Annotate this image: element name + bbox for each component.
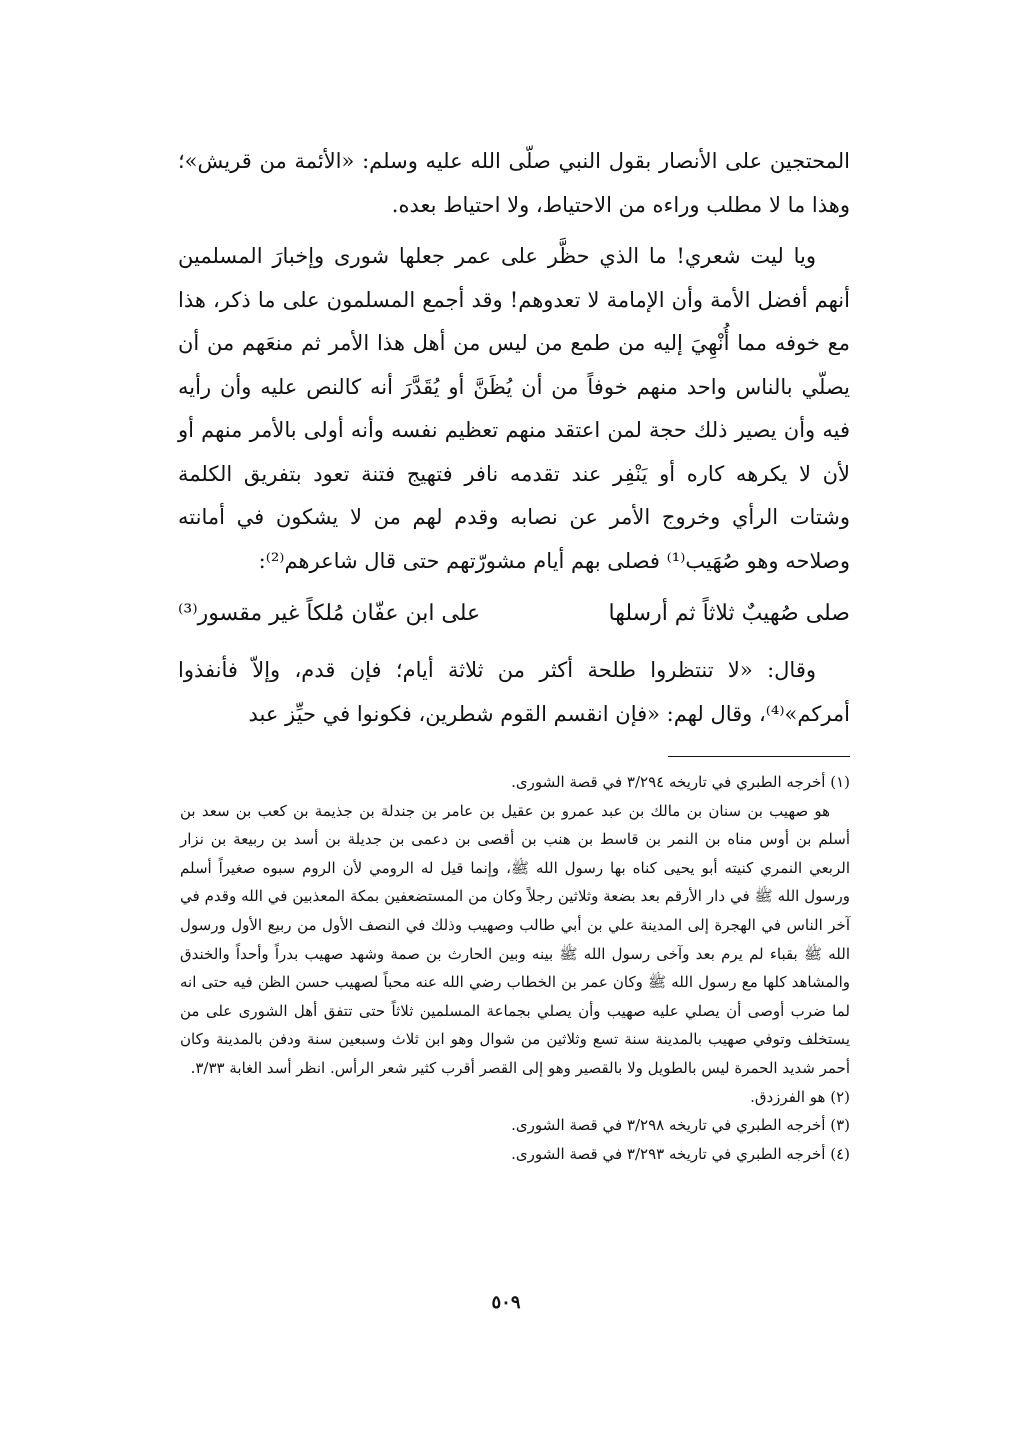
poem-verse (178, 591, 850, 637)
paragraph-3: وقال: «لا تنتظروا طلحة أكثر من ثلاثة أيام؛ فإن قدم، وإلاّ فأنفذوا أمركم»⁽⁴⁾، وقال لهم: «فإن انقسم القوم شطرين، فكونوا في حيِّز عبد (178, 658, 850, 726)
verse-first-hemistich: صلى صُهيبٌ ثلاثاً ثم أرسلها (608, 601, 850, 626)
paragraph-1: المحتجين على الأنصار بقول النبي صلّى الله عليه وسلم: «الأئمة من قريش»؛ وهذا ما لا مطلب وراءه من الاحتياط، ولا احتياط بعده. (178, 149, 850, 217)
footnote-4: (٤) أخرجه الطبري في تاريخه ٣/٢٩٣ في قصة الشورى. (511, 1144, 850, 1163)
verse-second-hemistich: على ابن عفّان مُلكاً غير مقسور⁽³⁾ (178, 601, 481, 626)
page-number: ٥٠٩ (491, 1292, 521, 1313)
footnote-3: (٣) أخرجه الطبري في تاريخه ٣/٢٩٨ في قصة الشورى. (511, 1116, 850, 1135)
main-text (178, 140, 850, 736)
footnote-1-body: هو صهيب بن سنان بن مالك بن عبد عمرو بن عقيل بن عامر بن جندلة بن جذيمة بن كعب بن سعد بن أسلم بن أوس مناه بن النمر بن قاسط بن هنب بن أقصى بن دعمى بن جديلة بن أسد بن ربيعة بن نزار الربعي النمري كنيته أبو يحيى كناه بها رسول الله ﷺ، وإنما قيل له الرومي لأن الروم سبوه صغيراً أسلم ورسول الله ﷺ في دار الأرقم بعد بضعة وثلاثين رجلاً وكان من المستضعفين بمكة المعذبين في الله وقدم في آخر الناس في الهجرة إلى المدينة علي بن أبي طالب وصهيب وذلك في النصف الأول من ربيع الأول ورسول الله ﷺ بقباء لم يرم بعد وآخى رسول الله ﷺ بينه وبين الحارث بن صمة وشهد صهيب بدراً وأحداً والخندق والمشاهد كلها مع رسول الله ﷺ وكان عمر بن الخطاب رضي الله عنه محباً لصهيب حسن الظن فيه حتى انه لما ضرب أوصى أن يصلي عليه صهيب وأن يصلي بجماعة المسلمين ثلاثاً حتى تتفق أهل الشورى على من يستخلف وتوفي صهيب بالمدينة سنة تسع وثلاثين من شوال وهو ابن ثلاث وسبعين سنة ودفن بالمدينة وكان أحمر شديد الحمرة ليس بالطويل ولا بالقصير وهو إلى القصر أقرب كثير شعر الرأس. انظر أسد الغابة ٣/٣٣. (180, 801, 850, 1077)
footnote-2: (٢) هو الفرزدق. (750, 1087, 850, 1106)
paragraph-2: ويا ليت شعري! ما الذي حظَّر على عمر جعلها شورى وإخبارَ المسلمين أنهم أفضل الأمة وأن الإمامة لا تعدوهم! وقد أجمع المسلمون على ما ذكر، هذا مع خوفه مما أُنْهِيَ إليه من طمع من ليس من أهل هذا الأمر ثم منعَهم من أن يصلّي بالناس واحد منهم خوفاً من أن يُظَنَّ أو يُقَدَّرَ أنه كالنص عليه وأن رأيه فيه وأن يصير ذلك حجة لمن اعتقد منهم تعظيم نفسه وأنه أولى بالأمر منهم أو لأن لا يكرهه كاره أو يَنْفِر عند تقدمه نافر فتهيج فتنة تعود بتفريق الكلمة وشتات الرأي وخروج الأمر عن نصابه وقدم لهم من لا يشكون في أمانته وصلاحه وهو صُهَيب⁽¹⁾ فصلى بهم أيام مشورّتهم حتى قال شاعرهم⁽²⁾: (178, 244, 850, 573)
footnote-separator (668, 756, 850, 757)
footnotes (180, 768, 850, 1168)
footnote-1-head: (١) أخرجه الطبري في تاريخه ٣/٢٩٤ في قصة الشورى. (511, 773, 850, 791)
